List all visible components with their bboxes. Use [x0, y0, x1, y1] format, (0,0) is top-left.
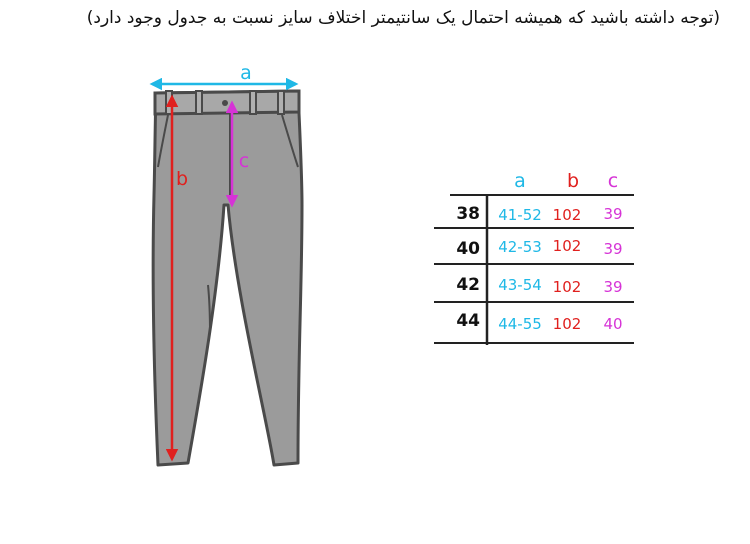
size-cell: 38	[456, 204, 480, 224]
b-cell: 102	[552, 237, 582, 255]
measure-a-label: a	[240, 62, 252, 84]
size-cell: 42	[456, 275, 480, 295]
a-cell: 44-55	[498, 315, 542, 333]
b-cell: 102	[552, 206, 582, 224]
a-cell: 41-52	[498, 206, 542, 224]
header-b: b	[566, 170, 580, 192]
c-cell: 39	[603, 240, 623, 258]
pants-icon	[153, 91, 302, 465]
b-cell: 102	[552, 278, 582, 296]
measure-c-label: c	[238, 150, 250, 172]
size-cell: 40	[456, 239, 480, 259]
header-c: c	[607, 170, 619, 192]
b-cell: 102	[552, 315, 582, 333]
size-cell: 44	[456, 311, 480, 331]
size-disclaimer-note: (توجه داشته باشید که همیشه احتمال یک سانتیمتر اختلاف سایز نسبت به جدول وجود دارد)	[86, 8, 720, 28]
size-table	[430, 165, 640, 350]
header-a: a	[514, 170, 526, 192]
a-cell: 43-54	[498, 276, 542, 294]
c-cell: 39	[603, 205, 623, 223]
c-cell: 39	[603, 278, 623, 296]
measure-b-label: b	[175, 168, 189, 190]
pants-illustration	[140, 55, 315, 475]
c-cell: 40	[603, 315, 623, 333]
a-cell: 42-53	[498, 238, 542, 256]
